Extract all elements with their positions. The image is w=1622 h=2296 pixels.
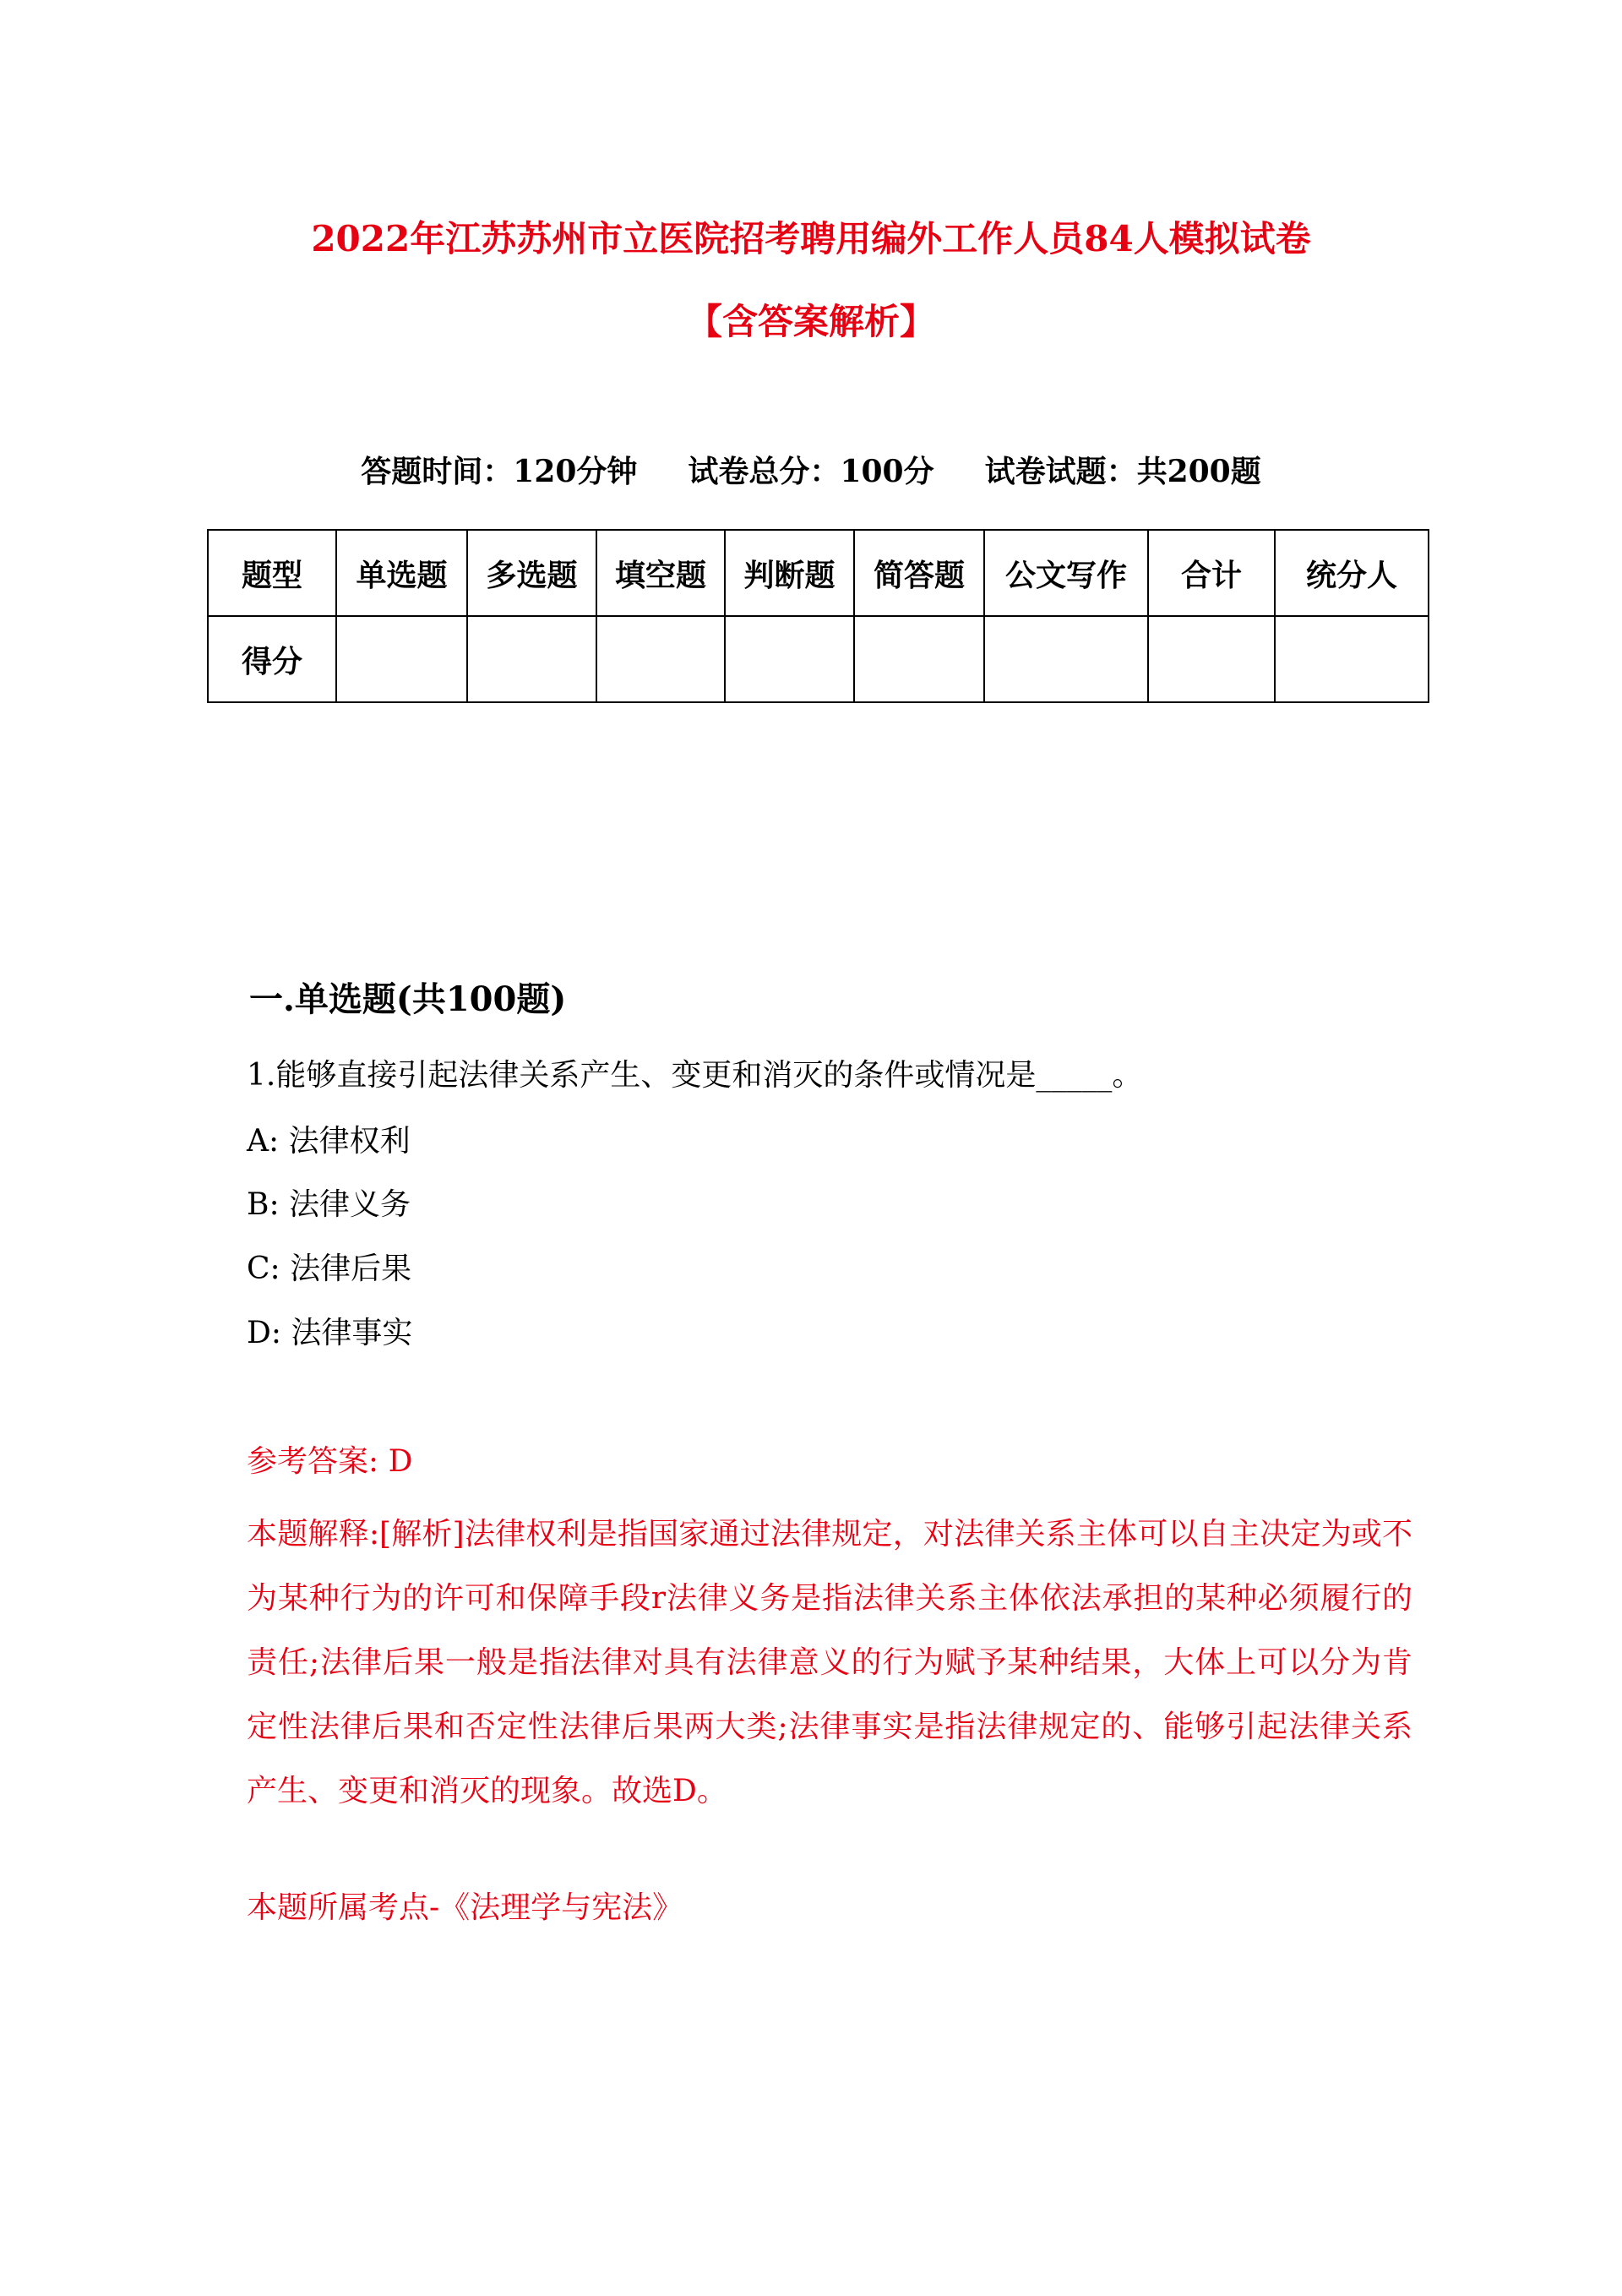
- exam-info: [0, 456, 1622, 487]
- header-cell-type: 题型: [208, 530, 336, 616]
- score-table-score-row: [208, 616, 1429, 702]
- score-cell: [1148, 616, 1275, 702]
- document-title: 2022年江苏苏州市立医院招考聘用编外工作人员84人模拟试卷: [311, 218, 1311, 259]
- header-cell-true-false: 判断题: [725, 530, 854, 616]
- exam-time: 答题时间：120分钟: [361, 454, 638, 489]
- option-b: B: 法律义务: [247, 1187, 411, 1222]
- answer-explanation: 本题解释:[解析]法律权利是指国家通过法律规定，对法律关系主体可以自主决定为或不为某种行为的许可和保障手段r法律义务是指法律关系主体依法承担的某种必须履行的责任;法律后果一般是指法律对具有法律意义的行为赋予某种结果，大体上可以分为肯定性法律后果和否定性法律后果两大类;法律事实是指法律规定的、能够引起法律关系产生、变更和消灭的现象。故选D。: [247, 1517, 1412, 1808]
- header-cell-short-answer: 简答题: [854, 530, 984, 616]
- score-cell: [336, 616, 467, 702]
- score-table-header-row: [208, 530, 1429, 616]
- header-cell-fill-blank: 填空题: [596, 530, 725, 616]
- knowledge-point: 本题所属考点-《法理学与宪法》: [247, 1890, 683, 1925]
- header-cell-scorer: 统分人: [1275, 530, 1429, 616]
- header-cell-single-choice: 单选题: [336, 530, 467, 616]
- score-cell: [984, 616, 1148, 702]
- exam-question-count: 试卷试题：共200题: [984, 454, 1261, 489]
- exam-total-score: 试卷总分：100分: [688, 454, 934, 489]
- option-d: D: 法律事实: [247, 1316, 413, 1350]
- header-cell-multiple-choice: 多选题: [467, 530, 596, 616]
- section-heading: 一.单选题(共100题): [249, 979, 567, 1019]
- score-cell: [1275, 616, 1429, 702]
- score-cell: [467, 616, 596, 702]
- score-row-label: 得分: [208, 616, 336, 702]
- header-cell-total: 合计: [1148, 530, 1275, 616]
- question-text: 1.能够直接引起法律关系产生、变更和消灭的条件或情况是_____。: [247, 1058, 1143, 1093]
- score-table: [207, 529, 1429, 703]
- score-cell: [854, 616, 984, 702]
- document-subtitle: 【含答案解析】: [686, 301, 935, 342]
- score-cell: [725, 616, 854, 702]
- score-cell: [596, 616, 725, 702]
- header-cell-official-writing: 公文写作: [984, 530, 1148, 616]
- option-a: A: 法律权利: [247, 1124, 411, 1159]
- option-c: C: 法律后果: [247, 1252, 412, 1286]
- reference-answer: 参考答案: D: [247, 1444, 413, 1479]
